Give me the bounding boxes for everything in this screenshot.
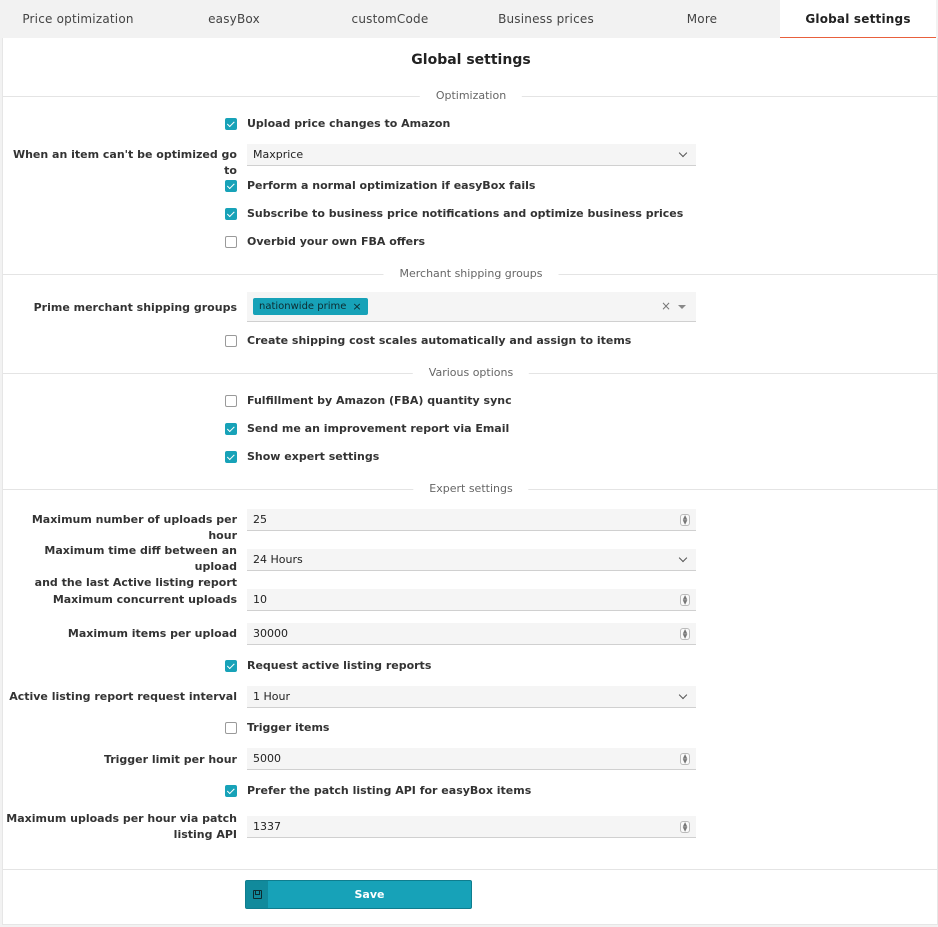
tab-global-settings[interactable] — [780, 0, 936, 38]
max-items-upload-input[interactable] — [247, 623, 696, 645]
max-time-diff-label — [3, 543, 237, 591]
section-expert-settings — [3, 482, 938, 496]
chevron-down-icon — [679, 554, 687, 562]
checkbox-label: Overbid your own FBA offers — [247, 235, 426, 248]
divider — [3, 869, 937, 870]
input-value: 5000 — [253, 752, 281, 765]
input-value: 25 — [253, 513, 267, 526]
section-label: Merchant shipping groups — [384, 267, 559, 280]
input-value: 10 — [253, 593, 267, 606]
checkbox-checked-icon — [225, 118, 237, 130]
checkbox-unchecked-icon — [225, 335, 237, 347]
chevron-down-icon — [679, 691, 687, 699]
request-reports-checkbox[interactable] — [225, 659, 431, 672]
show-expert-settings-checkbox[interactable] — [225, 450, 379, 463]
select-value: 24 Hours — [253, 553, 303, 566]
prime-groups-multiselect[interactable] — [247, 292, 696, 322]
section-label: Optimization — [420, 89, 522, 102]
input-value: 1337 — [253, 820, 281, 833]
overbid-fba-checkbox[interactable] — [225, 235, 425, 248]
label-line: listing API — [173, 828, 237, 841]
checkbox-checked-icon — [225, 423, 237, 435]
trigger-limit-label: Trigger limit per hour — [103, 753, 237, 766]
trigger-items-checkbox[interactable] — [225, 721, 329, 734]
checkbox-label: Upload price changes to Amazon — [247, 117, 451, 130]
spinner-icon[interactable]: ▲ ▼ — [680, 753, 690, 765]
dropdown-arrow-icon[interactable] — [678, 305, 686, 309]
label-line: Maximum uploads per hour via patch — [6, 812, 237, 825]
checkbox-unchecked-icon — [225, 236, 237, 248]
patch-max-uploads-input[interactable] — [247, 816, 696, 838]
checkbox-label: Request active listing reports — [247, 659, 432, 672]
checkbox-checked-icon — [225, 451, 237, 463]
input-value: 30000 — [253, 627, 288, 640]
max-uploads-hour-label: Maximum number of uploads per hour — [31, 513, 237, 542]
tab-label: Price optimization — [22, 12, 134, 26]
report-interval-label: Active listing report request interval — [9, 690, 237, 703]
checkbox-checked-icon — [225, 660, 237, 672]
tab-price-optimization[interactable] — [0, 0, 156, 38]
checkbox-label: Subscribe to business price notifications and optimize business prices — [247, 207, 684, 220]
tab-label: More — [686, 12, 718, 26]
tag-chip — [253, 298, 368, 315]
chevron-down-icon — [679, 149, 687, 157]
tab-business-prices[interactable] — [468, 0, 624, 38]
tab-label: easyBox — [208, 12, 260, 26]
max-concurrent-label: Maximum concurrent uploads — [52, 593, 237, 606]
save-button-label: Save — [354, 888, 385, 901]
checkbox-unchecked-icon — [225, 722, 237, 734]
patch-max-uploads-label — [6, 811, 237, 843]
select-value: Maxprice — [253, 148, 304, 161]
checkbox-label: Trigger items — [247, 721, 330, 734]
max-uploads-hour-input[interactable] — [247, 509, 696, 531]
checkbox-label: Fulfillment by Amazon (FBA) quantity sync — [247, 394, 512, 407]
prime-groups-label: Prime merchant shipping groups — [33, 301, 237, 314]
section-various-options — [3, 366, 938, 380]
spinner-icon[interactable]: ▲ ▼ — [680, 594, 690, 606]
report-interval-select[interactable] — [247, 686, 696, 708]
patch-api-checkbox[interactable] — [225, 784, 531, 797]
checkbox-checked-icon — [225, 785, 237, 797]
label-line: Maximum time diff between an upload — [44, 544, 237, 573]
floppy-disk-icon — [246, 881, 268, 908]
tab-label: customCode — [351, 12, 429, 26]
tab-easybox[interactable] — [156, 0, 312, 38]
checkbox-label: Perform a normal optimization if easyBox fails — [247, 179, 536, 192]
select-value: 1 Hour — [253, 690, 290, 703]
max-items-upload-label: Maximum items per upload — [67, 627, 237, 640]
max-concurrent-input[interactable] — [247, 589, 696, 611]
tag-label: nationwide prime — [259, 301, 347, 312]
page-title: Global settings — [411, 52, 531, 68]
tab-more[interactable] — [624, 0, 780, 38]
cant-optimize-label: When an item can't be optimized go to — [12, 148, 237, 177]
checkbox-checked-icon — [225, 180, 237, 192]
section-label: Various options — [413, 366, 529, 379]
checkbox-label: Create shipping cost scales automatically and assign to items — [247, 334, 632, 347]
normal-optimization-checkbox[interactable] — [225, 179, 535, 192]
email-report-checkbox[interactable] — [225, 422, 509, 435]
label-line: and the last Active listing report — [34, 576, 237, 589]
spinner-icon[interactable]: ▲ ▼ — [680, 514, 690, 526]
checkbox-unchecked-icon — [225, 395, 237, 407]
settings-panel — [2, 38, 938, 925]
save-button[interactable] — [245, 880, 472, 909]
shipping-scales-checkbox[interactable] — [225, 334, 631, 347]
spinner-icon[interactable]: ▲ ▼ — [680, 821, 690, 833]
tab-label: Global settings — [805, 11, 911, 26]
tag-remove-icon[interactable]: × — [352, 300, 362, 313]
tab-customcode[interactable] — [312, 0, 468, 38]
tab-bar — [0, 0, 938, 38]
clear-icon[interactable]: × — [660, 299, 671, 313]
trigger-limit-input[interactable] — [247, 748, 696, 770]
business-notifications-checkbox[interactable] — [225, 207, 683, 220]
checkbox-label: Show expert settings — [247, 450, 380, 463]
upload-price-changes-checkbox[interactable] — [225, 117, 450, 130]
max-time-diff-select[interactable] — [247, 549, 696, 571]
section-optimization — [3, 89, 938, 103]
section-label: Expert settings — [413, 482, 528, 495]
section-merchant-shipping — [3, 267, 938, 281]
tab-label: Business prices — [498, 12, 594, 26]
spinner-icon[interactable]: ▲ ▼ — [680, 628, 690, 640]
cant-optimize-select[interactable] — [247, 144, 696, 166]
checkbox-label: Send me an improvement report via Email — [247, 422, 510, 435]
checkbox-checked-icon — [225, 208, 237, 220]
checkbox-label: Prefer the patch listing API for easyBox items — [247, 784, 532, 797]
fba-sync-checkbox[interactable] — [225, 394, 512, 407]
